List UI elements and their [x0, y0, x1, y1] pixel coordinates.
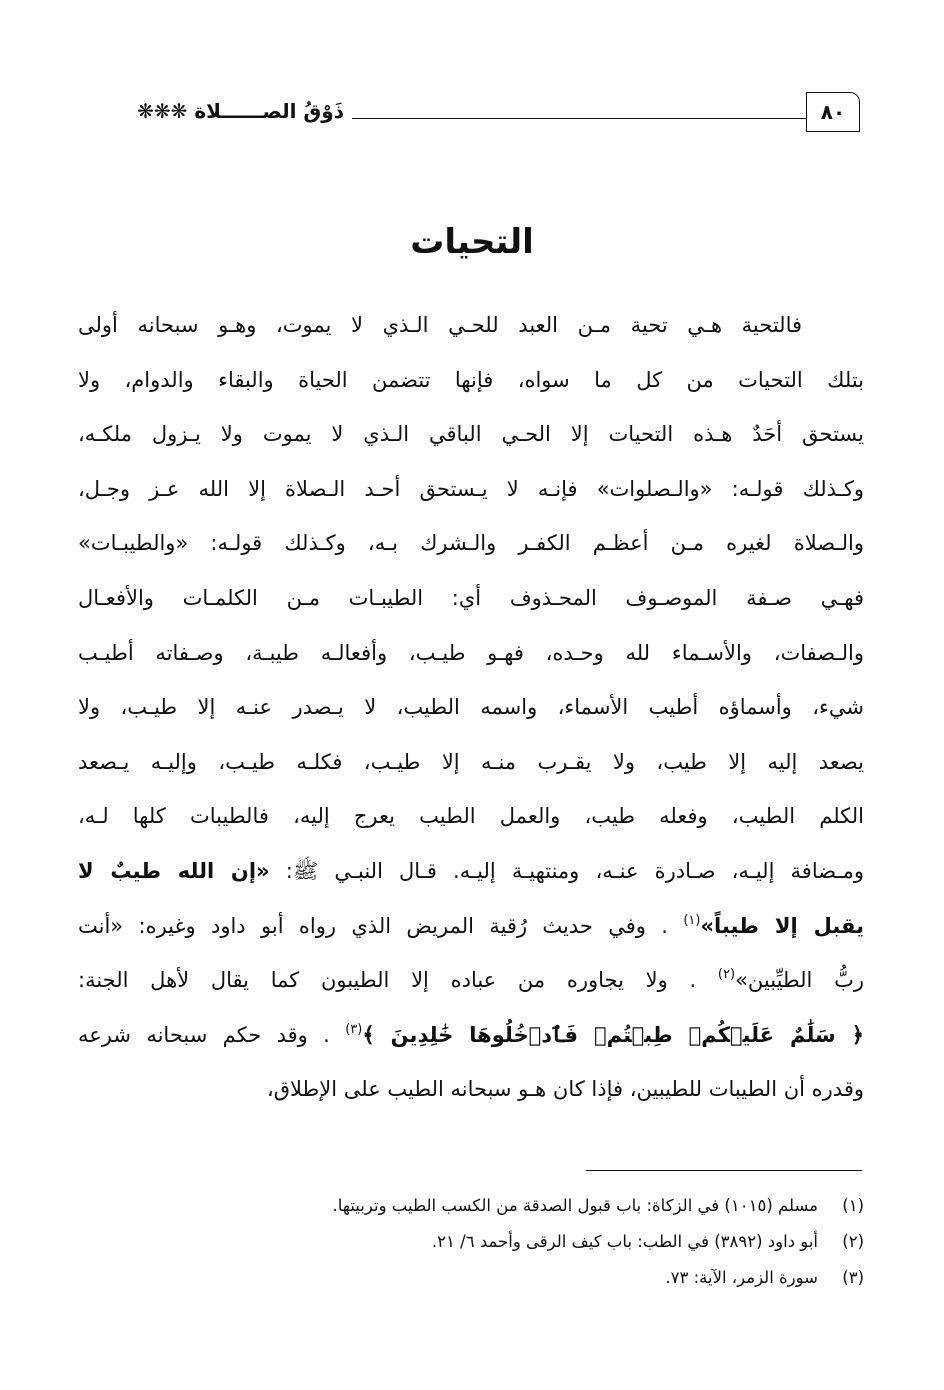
footnote-ref[interactable]: (١) [683, 912, 701, 928]
footnote-separator [586, 1170, 862, 1171]
footnotes [78, 1188, 864, 1296]
running-header [82, 92, 860, 136]
text-segment: . ولا يجاوره من عباده إلا الطيبون كما يقال لأهل الجنة: [78, 968, 697, 993]
footnote [78, 1260, 864, 1296]
footnote [78, 1188, 864, 1224]
text-segment: . وفي حديث رُقية المريض الذي رواه أبو داود وغيره: «أنت [78, 913, 668, 938]
page-number: ٨٠ [806, 92, 860, 132]
text-line: والـصلاة لغيره مـن أعظـم الكفـر والـشرك بـه، وكـذلك قولـه: «والطيبـات» [78, 531, 864, 556]
text-line [78, 953, 864, 1008]
text-line: والـصفات، والأسـماء لله وحـده، فهـو طيـب، وأفعالـه طيبـة، وصـفاته أطيـب [78, 640, 864, 665]
text-segment: ومـضافة إليـه، صـادرة عنـه، ومنتهيـة إليـه. قـال النبـي ﷺ: [285, 858, 864, 883]
footnote [78, 1224, 864, 1260]
text-line: الكلم الطيب، وفعله طيب، والعمل الطيب يعرج إليه، فالطيبات كلها لـه، [78, 804, 864, 829]
text-line [78, 844, 864, 899]
hadith-quote: ربُّ الطيِّبين» [735, 968, 864, 993]
hadith-quote: يقبل إلا طيباً» [700, 913, 864, 938]
text-segment: . وقد حكم سبحانه شرعه [78, 1022, 330, 1047]
text-line: يستحق أحَدٌ هـذه التحيات إلا الحـي الباقي الـذي لا يموت ولا يـزول ملكـه، [78, 422, 864, 447]
footnote-ref[interactable]: (٢) [717, 967, 736, 983]
footnote-text: مسلم (١٠١٥) في الزكاة: باب قبول الصدقة من الكسب الطيب وتربيتها. [332, 1196, 818, 1215]
text-line: وكـذلك قولـه: «والـصلوات» فإنـه لا يـستحق أحـد الـصلاة إلا الله عـز وجـل، [78, 476, 864, 501]
running-title: ذَوْقُ الصــــــلاة ❋❋❋ [137, 99, 344, 123]
text-line: فالتحية هـي تحية مـن العبد للحـي الـذي لا يموت، وهـو سبحانه أولى [78, 313, 802, 337]
body-paragraph [78, 298, 864, 1117]
hadith-quote: «إن الله طيبٌ لا [78, 858, 270, 883]
header-rule [352, 118, 806, 119]
footnote-number: (٢) [842, 1232, 864, 1251]
chapter-title: التحيات [410, 222, 534, 262]
text-line: شيء، وأسماؤه أطيب الأسماء، واسمه الطيب، لا يـصدر عنـه إلا طيـب، ولا [78, 695, 864, 720]
footnote-text: سورة الزمر، الآية: ٧٣. [665, 1268, 818, 1287]
footnote-number: (١) [842, 1196, 864, 1215]
quran-verse: ﴿ سَلَٰمٌ عَلَيۡكُمۡ طِبۡتُمۡ فَٱدۡخُلُوهَا خَٰلِدِينَ ﴾ [362, 1022, 864, 1047]
text-line [78, 899, 864, 954]
footnote-ref[interactable]: (٣) [345, 1021, 363, 1037]
footnote-text: أبو داود (٣٨٩٢) في الطب: باب كيف الرقى وأحمد ٦/ ٢١. [431, 1232, 818, 1251]
text-line [78, 1008, 864, 1063]
text-line: وقدره أن الطيبات للطيبين، فإذا كان هـو سبحانه الطيب على الإطلاق، [266, 1077, 864, 1102]
text-line: يصعد إليه إلا طيب، ولا يقـرب منـه إلا طيـب، فكلـه طيـب، وإليـه يـصعد [78, 749, 864, 774]
footnote-number: (٣) [842, 1268, 864, 1287]
text-line: فهـي صـفة الموصـوف المحـذوف أي: الطيبـات مـن الكلمـات والأفعـال [78, 585, 864, 610]
text-line: بتلك التحيات من كل ما سواه، فإنها تتضمن الحياة والبقاء والدوام، ولا [78, 367, 864, 392]
